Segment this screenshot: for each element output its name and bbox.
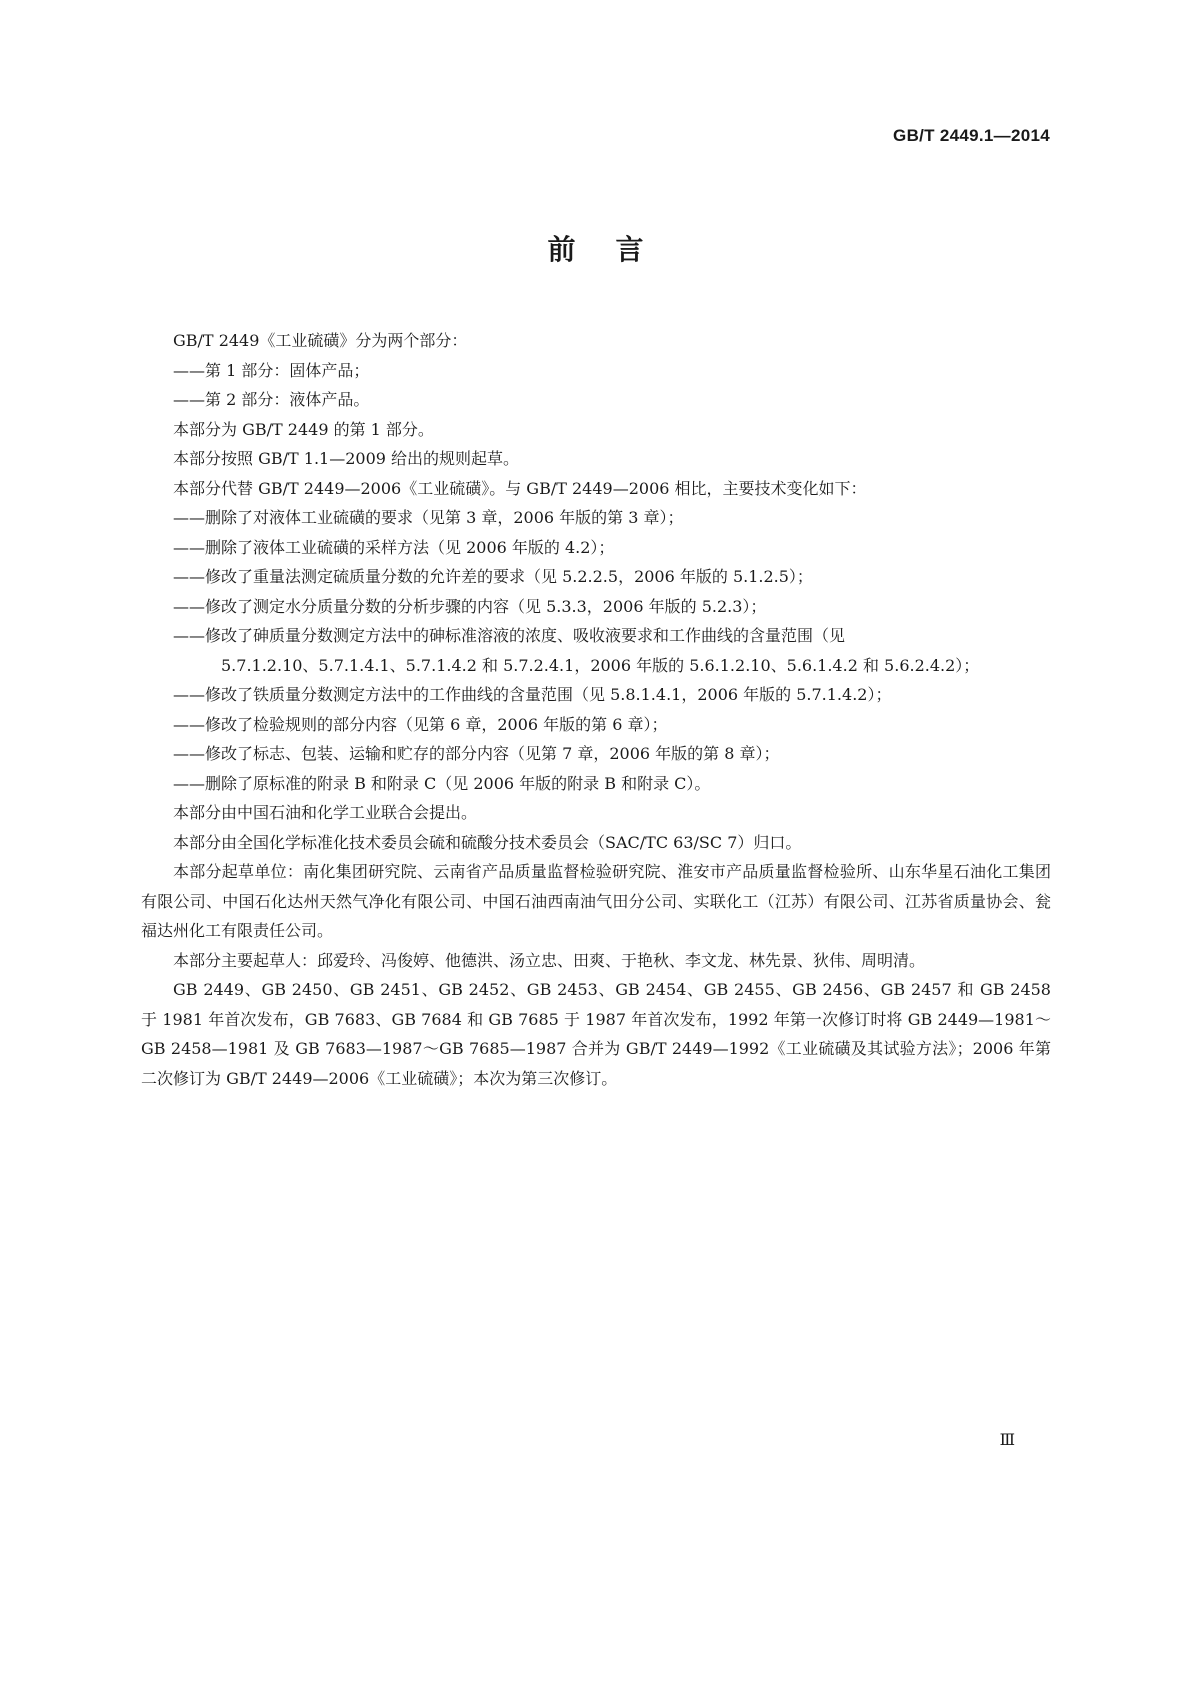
statement-rules: 本部分按照 GB/T 1.1—2009 给出的规则起草。: [173, 449, 520, 468]
change-item-6: ——修改了铁质量分数测定方法中的工作曲线的含量范围（见 5.8.1.4.1，2006 年版的 5.7.1.4.2）；: [173, 685, 892, 704]
statement-replace: 本部分代替 GB/T 2449—2006《工业硫磺》。与 GB/T 2449—2006 相比，主要技术变化如下：: [173, 478, 867, 498]
change-item-3: ——修改了重量法测定硫质量分数的允许差的要求（见 5.2.2.5，2006 年版的 5.1.2.5）；: [173, 567, 813, 586]
change-item-8: ——修改了标志、包装、运输和贮存的部分内容（见第 7 章，2006 年版的第 8 章）；: [173, 744, 780, 763]
foreword-body: [141, 326, 1051, 1093]
part-item-1: ——第 1 部分：固体产品；: [173, 360, 370, 380]
page-number: Ⅲ: [999, 1432, 1015, 1449]
change-item-2: ——删除了液体工业硫磺的采样方法（见 2006 年版的 4.2）；: [173, 537, 615, 557]
change-item-5-line2: 5.7.1.2.10、5.7.1.4.1、5.7.1.4.2 和 5.7.2.4.1，2006 年版的 5.6.1.2.10、5.6.1.4.2 和 5.6.2.4.2）；: [221, 655, 980, 675]
change-item-4: ——修改了测定水分质量分数的分析步骤的内容（见 5.3.3，2006 年版的 5.2.3）；: [173, 596, 767, 616]
proposed-by: 本部分由中国石油和化学工业联合会提出。: [173, 803, 478, 822]
change-item-7: ——修改了检验规则的部分内容（见第 6 章，2006 年版的第 6 章）；: [173, 714, 668, 734]
part-item-2: ——第 2 部分：液体产品。: [173, 390, 370, 409]
drafting-units: 本部分起草单位：南化集团研究院、云南省产品质量监督检验研究院、淮安市产品质量监督检验所、山东华星石油化工集团有限公司、中国石化达州天然气净化有限公司、中国石油西南油气田分公司、实联化工（江苏）有限公司、江苏省质量协会、瓮福达州化工有限责任公司。: [141, 862, 1051, 940]
change-item-9: ——删除了原标准的附录 B 和附录 C（见 2006 年版的附录 B 和附录 C）。: [173, 773, 711, 793]
drafters: 本部分主要起草人：邱爱玲、冯俊婷、他德洪、汤立忠、田爽、于艳秋、李文龙、林先景、狄伟、周明清。: [173, 950, 926, 970]
history-paragraph: GB 2449、GB 2450、GB 2451、GB 2452、GB 2453、GB 2454、GB 2455、GB 2456、GB 2457 和 GB 2458 于 1981 年首次发布，GB 7683、GB 7684 和 GB 7685 于 1987 年首次发布，1992 年第一次修订时将 GB 2449—1981～GB 2458—1981 及 GB 7683—1987～GB 7685—1987 合并为 GB/T 2449—1992《工业硫磺及其试验方法》；2006 年第二次修订为 GB/T 2449—2006《工业硫磺》；本次为第三次修订。: [141, 980, 1051, 1088]
change-item-5-line1: ——修改了砷质量分数测定方法中的砷标准溶液的浓度、吸收液要求和工作曲线的含量范围（见: [173, 626, 846, 645]
standard-id-header: GB/T 2449.1—2014: [893, 126, 1050, 145]
page-title: 前言: [547, 233, 684, 266]
intro-paragraph: GB/T 2449《工业硫磺》分为两个部分：: [173, 331, 468, 350]
change-item-1: ——删除了对液体工业硫磺的要求（见第 3 章，2006 年版的第 3 章）；: [173, 508, 684, 527]
statement-part: 本部分为 GB/T 2449 的第 1 部分。: [173, 419, 434, 439]
centralized-by: 本部分由全国化学标准化技术委员会硫和硫酸分技术委员会（SAC/TC 63/SC 7）归口。: [173, 832, 802, 852]
